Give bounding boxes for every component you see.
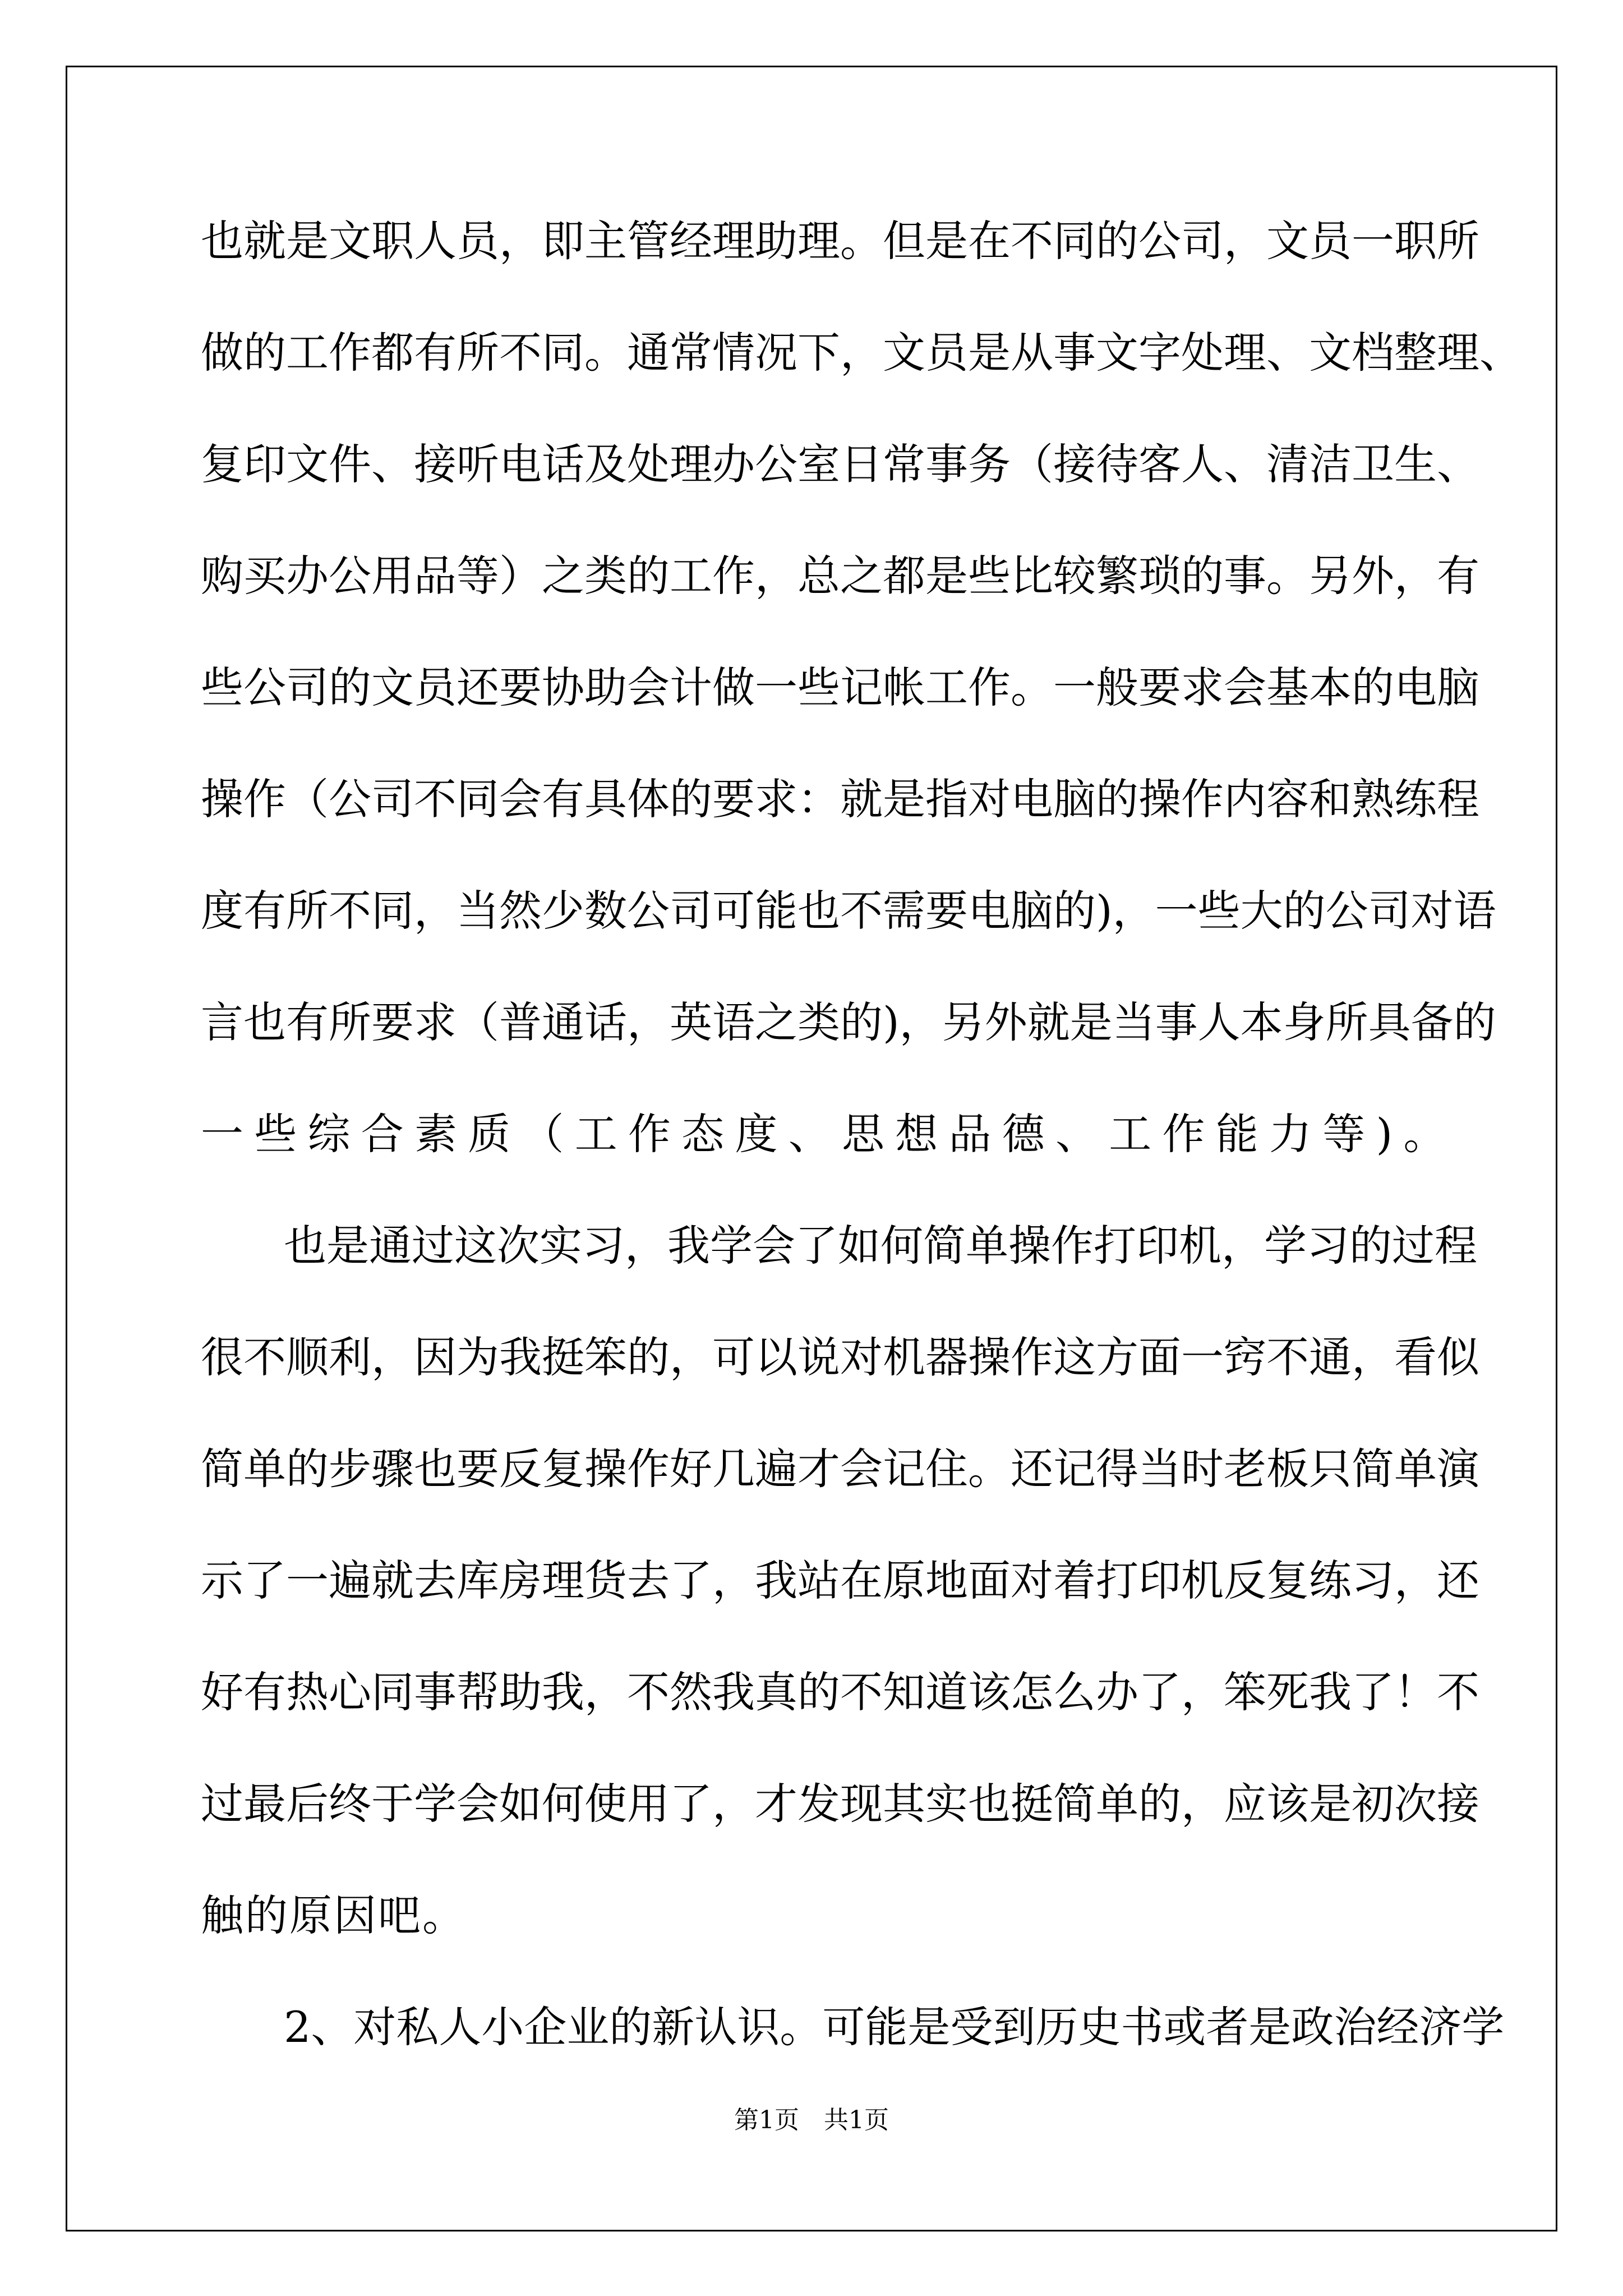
text-line: 简单的步骤也要反复操作好几遍才会记住。还记得当时老板只简单演 [201, 1444, 1479, 1494]
text-line: 2、对私人小企业的新认识。可能是受到历史书或者是政治经济学 [284, 2002, 1505, 2052]
text-line: 操作（公司不同会有具体的要求：就是指对电脑的操作内容和熟练程 [201, 774, 1479, 824]
text-line: 一些综合素质（工作态度、思想品德、工作能力等)。 [201, 1109, 1457, 1159]
text-line: 很不顺利，因为我挺笨的，可以说对机器操作这方面一窍不通，看似 [201, 1332, 1479, 1382]
text-line: 也是通过这次实习，我学会了如何简单操作打印机，学习的过程 [284, 1221, 1477, 1271]
text-line: 复印文件、接听电话及处理办公室日常事务（接待客人、清洁卫生、 [201, 439, 1479, 489]
text-line: 过最后终于学会如何使用了，才发现其实也挺简单的，应该是初次接 [201, 1779, 1479, 1829]
text-line: 购买办公用品等）之类的工作，总之都是些比较繁琐的事。另外，有 [201, 551, 1479, 601]
text-line: 些公司的文员还要协助会计做一些记帐工作。一般要求会基本的电脑 [201, 662, 1479, 712]
text-line: 言也有所要求（普通话，英语之类的)，另外就是当事人本身所具备的 [201, 997, 1496, 1047]
page-footer: 第1页 共1页 [734, 2106, 889, 2134]
text-line: 做的工作都有所不同。通常情况下，文员是从事文字处理、文档整理、 [201, 328, 1522, 378]
text-line: 示了一遍就去库房理货去了，我站在原地面对着打印机反复练习，还 [201, 1556, 1479, 1605]
text-line: 度有所不同，当然少数公司可能也不需要电脑的)，一些大的公司对语 [201, 886, 1496, 936]
text-line: 好有热心同事帮助我，不然我真的不知道该怎么办了，笨死我了！不 [201, 1667, 1479, 1717]
text-line: 也就是文职人员，即主管经理助理。但是在不同的公司，文员一职所 [201, 216, 1479, 266]
text-line: 触的原因吧。 [201, 1890, 467, 1940]
